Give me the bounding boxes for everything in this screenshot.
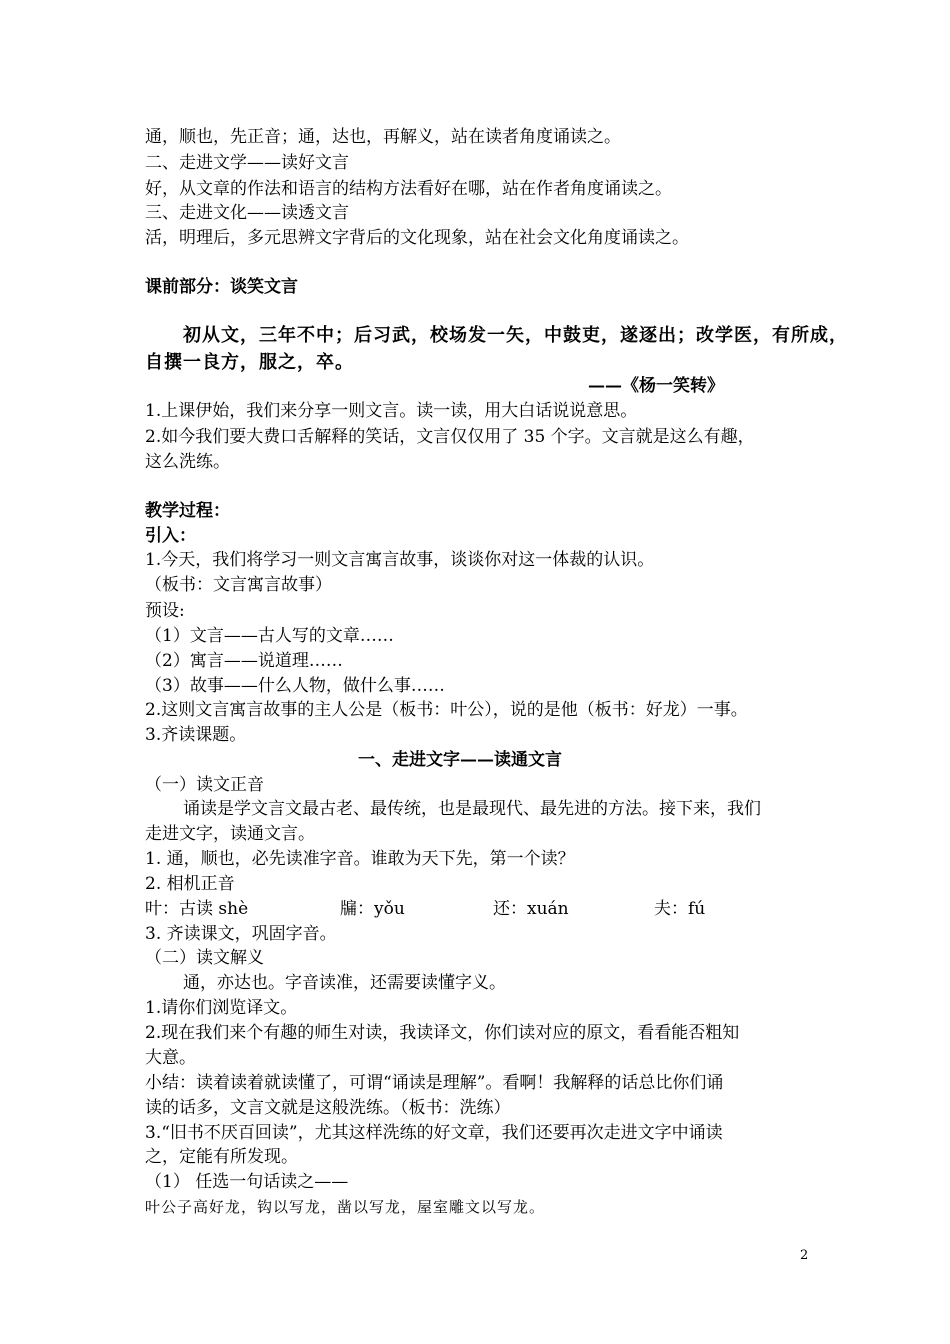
section-1-sub2-item-2-cont: 大意。 bbox=[145, 1048, 196, 1068]
section-1-title: 一、走进文字——读通文言 bbox=[358, 750, 562, 770]
section-1-sub-2: （二）读文解义 bbox=[145, 948, 264, 968]
pre-class-item-2: 2.如今我们要大费口舌解释的笑话，文言仅仅用了 35 个字。文言就是这么有趣， bbox=[145, 427, 755, 447]
section-1-sub2-item-2: 2.现在我们来个有趣的师生对读，我读译文，你们读对应的原文，看看能否粗知 bbox=[145, 1023, 740, 1043]
process-line-2: （板书：文言寓言故事） bbox=[145, 575, 332, 595]
pinyin-fu: 夫：fú bbox=[654, 899, 706, 919]
pre-class-item-1: 1.上课伊始，我们来分享一则文言。读一读，用大白话说说意思。 bbox=[145, 401, 638, 421]
section-1-sub2-item-3: 3.“旧书不厌百回读”，尤其这样洗练的好文章，我们还要再次走进文字中诵读 bbox=[145, 1123, 723, 1143]
joke-passage-line-1: 初从文，三年不中；后习武，校场发一矢，中鼓吏，遂逐出；改学医，有所成， bbox=[183, 325, 848, 346]
pinyin-ye: 叶：古读 shè bbox=[145, 899, 249, 919]
process-line-3: 预设: bbox=[145, 601, 185, 621]
intro-line-2: 二、走进文学——读好文言 bbox=[145, 153, 349, 173]
pinyin-row bbox=[0, 897, 950, 921]
pinyin-xuan: 还：xuán bbox=[493, 899, 569, 919]
classical-quote: 叶公子高好龙，钩以写龙，凿以写龙，屋室雕文以写龙。 bbox=[145, 1198, 546, 1216]
process-heading: 教学过程： bbox=[145, 501, 230, 521]
process-line-8: 3.齐读课题。 bbox=[145, 725, 247, 745]
intro-heading: 引入： bbox=[145, 526, 196, 546]
intro-line-3: 好，从文章的作法和语言的结构方法看好在哪，站在作者角度诵读之。 bbox=[145, 179, 672, 199]
intro-line-5: 活，明理后，多元思辨文字背后的文化现象，站在社会文化角度诵读之。 bbox=[145, 228, 689, 248]
process-line-1: 1.今天，我们将学习一则文言寓言故事，谈谈你对这一体裁的认识。 bbox=[145, 550, 655, 570]
section-1-item-1: 1. 通，顺也，必先读准字音。谁敢为天下先，第一个读？ bbox=[145, 849, 575, 869]
intro-line-1: 通，顺也，先正音；通，达也，再解义，站在读者角度诵读之。 bbox=[145, 127, 621, 147]
process-line-5: （2）寓言——说道理…… bbox=[145, 651, 343, 671]
joke-source: ——《杨一笑转》 bbox=[588, 376, 724, 396]
section-1-para-1-line-1: 诵读是学文言文最古老、最传统，也是最现代、最先进的方法。接下来，我们 bbox=[183, 799, 761, 819]
section-1-sub2-item-3-1: （1） 任选一句话读之—— bbox=[145, 1172, 349, 1192]
page-number: 2 bbox=[800, 1248, 809, 1263]
intro-line-4: 三、走进文化——读透文言 bbox=[145, 203, 349, 223]
pinyin-you: 牖：yǒu bbox=[340, 899, 405, 919]
process-line-7: 2.这则文言寓言故事的主人公是（板书：叶公），说的是他（板书：好龙）一事。 bbox=[145, 700, 748, 720]
section-1-para-1-line-2: 走进文字，读通文言。 bbox=[145, 824, 315, 844]
section-1-sub2-item-1: 1.请你们浏览译文。 bbox=[145, 998, 298, 1018]
section-1-sub2-item-3-cont: 之，定能有所发现。 bbox=[145, 1147, 298, 1167]
joke-passage-line-2: 自撰一良方，服之，卒。 bbox=[145, 352, 354, 373]
section-1-item-3: 3. 齐读课文，巩固字音。 bbox=[145, 924, 337, 944]
pre-class-item-2-cont: 这么洗练。 bbox=[145, 452, 230, 472]
section-1-para-2: 通，亦达也。字音读准，还需要读懂字义。 bbox=[183, 973, 506, 993]
summary-line-1: 小结：读着读着就读懂了，可谓“诵读是理解”。看啊！我解释的话总比你们诵 bbox=[145, 1073, 724, 1093]
summary-line-2: 读的话多，文言文就是这般洗练。（板书：洗练） bbox=[145, 1098, 511, 1118]
process-line-4: （1）文言——古人写的文章…… bbox=[145, 626, 394, 646]
pre-class-heading: 课前部分：谈笑文言 bbox=[145, 277, 298, 297]
section-1-sub-1: （一）读文正音 bbox=[145, 775, 264, 795]
section-1-item-2: 2. 相机正音 bbox=[145, 874, 235, 894]
process-line-6: （3）故事——什么人物，做什么事…… bbox=[145, 676, 445, 696]
